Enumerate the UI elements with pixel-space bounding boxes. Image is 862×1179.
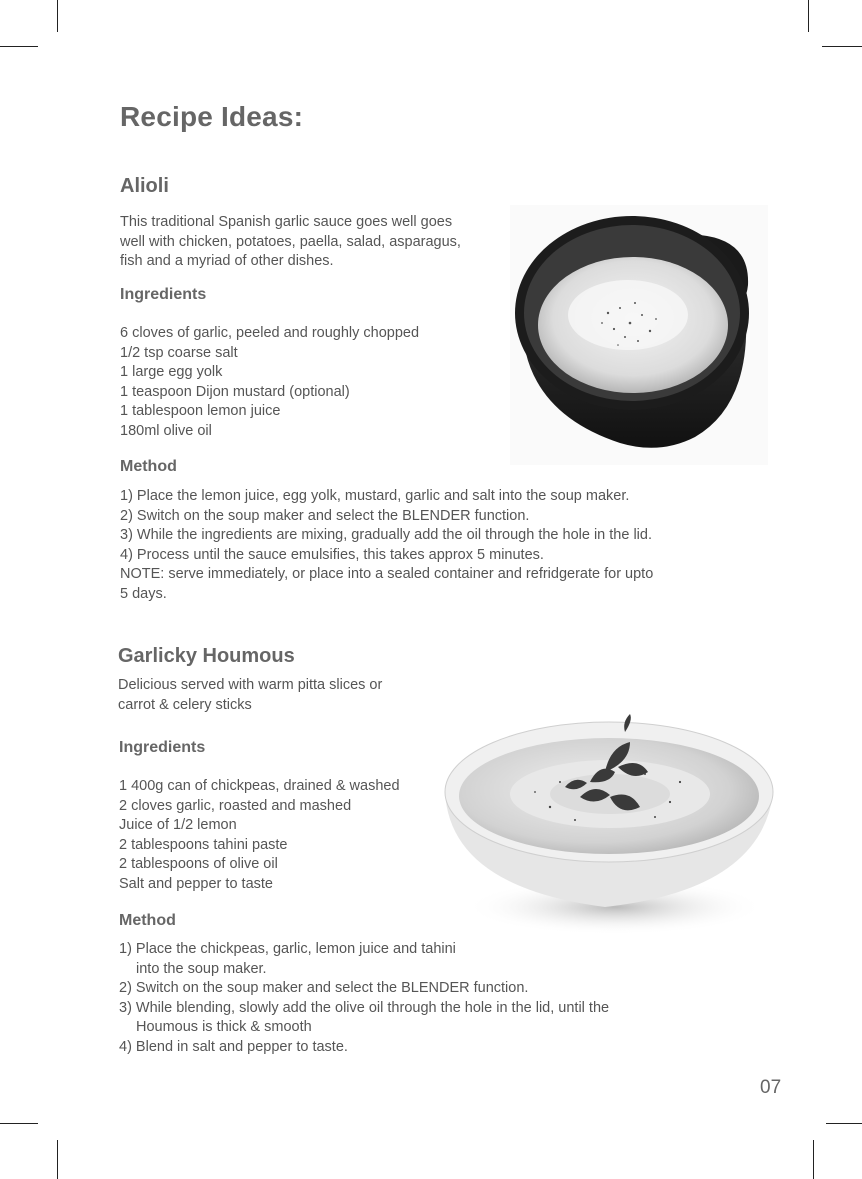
ingredient-item: 1 large egg yolk [120,364,223,380]
page-number: 07 [760,1077,782,1098]
alioli-ingredients-heading: Ingredients [120,286,207,303]
alioli-intro [120,213,461,272]
method-step-continued: Houmous is thick & smooth [136,1019,312,1035]
method-step: 4) Blend in salt and pepper to taste. [119,1038,348,1055]
page-title: Recipe Ideas: [120,101,304,132]
houmous-title: Garlicky Houmous [118,645,295,667]
crop-mark [0,1123,38,1124]
ingredient-item: 1 teaspoon Dijon mustard (optional) [120,383,350,400]
ingredient-item: 2 tablespoons of olive oil [119,856,278,872]
crop-mark [57,0,58,32]
crop-mark [808,0,809,32]
houmous-ingredients-heading: Ingredients [119,739,206,756]
crop-mark [813,1140,814,1179]
ingredient-item: 1 400g can of chickpeas, drained & washed [119,778,400,794]
ingredient-item: 180ml olive oil [120,422,212,439]
alioli-method-list [120,487,653,604]
alioli-bowl-image [510,205,768,465]
houmous-intro [118,676,382,715]
ingredient-item: 2 tablespoons tahini paste [119,836,288,853]
method-step: 2) Switch on the soup maker and select the BLENDER function. [119,980,529,996]
method-step: 3) While the ingredients are mixing, gradually add the oil through the hole in the lid. [120,527,652,543]
method-step: NOTE: serve immediately, or place into a sealed container and refridgerate for upto [120,566,654,582]
method-step: 1) Place the chickpeas, garlic, lemon juice and tahini [119,941,456,957]
crop-mark [0,46,38,47]
houmous-method-list [119,940,609,1057]
crop-mark [826,1123,862,1124]
method-step: 3) While blending, slowly add the olive oil through the hole in the lid, until the [119,999,610,1016]
intro-line: Delicious served with warm pitta slices or [118,677,383,693]
ingredient-item: 6 cloves of garlic, peeled and roughly chopped [120,325,420,341]
houmous-ingredients-list [119,777,400,894]
method-step: 2) Switch on the soup maker and select the BLENDER function. [120,507,530,524]
houmous-bowl-image [440,712,778,937]
alioli-title: Alioli [120,175,169,197]
intro-line: carrot & celery sticks [118,696,252,713]
intro-line: This traditional Spanish garlic sauce goes well goes [120,214,453,230]
method-step-continued: into the soup maker. [136,960,267,977]
intro-line: fish and a myriad of other dishes. [120,253,334,269]
houmous-method-heading: Method [119,912,176,929]
crop-mark [822,46,862,47]
ingredient-item: Juice of 1/2 lemon [119,817,237,833]
method-step: 4) Process until the sauce emulsifies, this takes approx 5 minutes. [120,546,544,563]
ingredient-item: 1 tablespoon lemon juice [120,403,281,419]
alioli-ingredients-list [120,324,419,441]
method-step: 5 days. [120,585,167,602]
ingredient-item: 1/2 tsp coarse salt [120,344,238,361]
ingredient-item: 2 cloves garlic, roasted and mashed [119,797,352,814]
method-step: 1) Place the lemon juice, egg yolk, mustard, garlic and salt into the soup maker. [120,488,630,504]
alioli-method-heading: Method [120,458,177,475]
crop-mark [57,1140,58,1179]
intro-line: well with chicken, potatoes, paella, salad, asparagus, [120,233,461,250]
ingredient-item: Salt and pepper to taste [119,875,273,892]
